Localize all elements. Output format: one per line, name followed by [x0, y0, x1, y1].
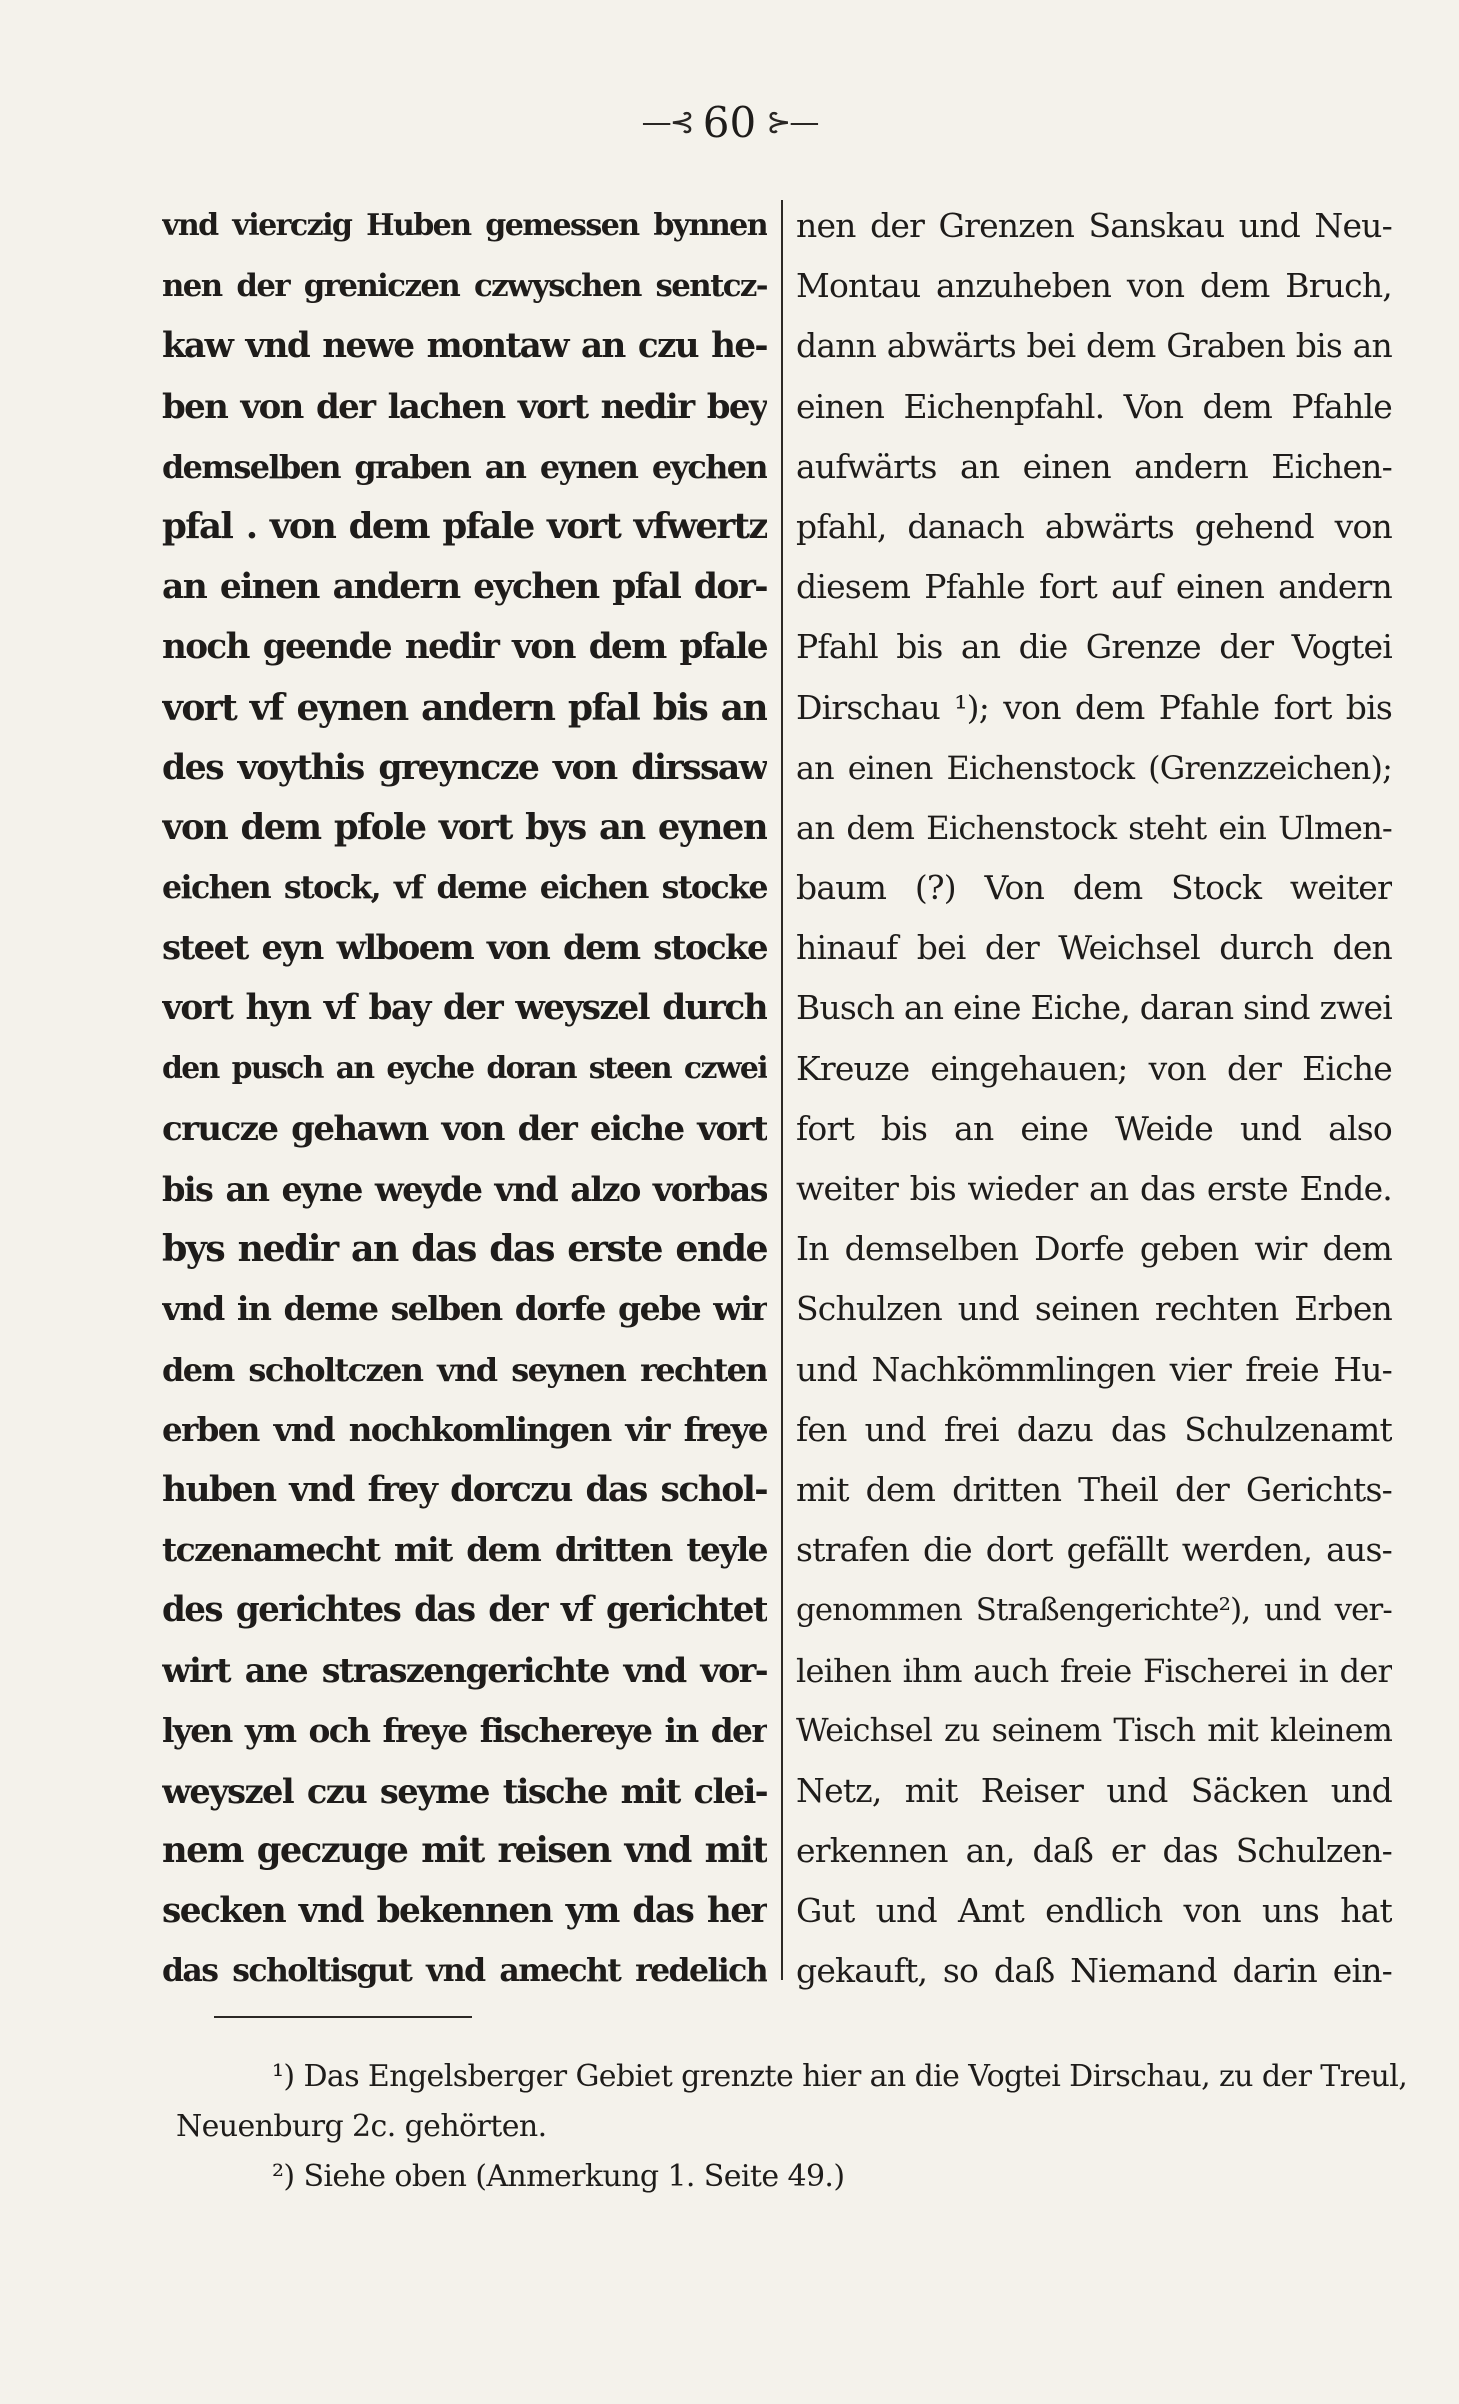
text-line: von dem pfole vort bys an eynen — [162, 806, 767, 848]
text-line: an dem Eichenstock steht ein Ulmen- — [796, 808, 1392, 847]
text-line: tczenamecht mit dem dritten teyle — [162, 1530, 767, 1570]
text-line: des voythis greyncze von dirssaw — [162, 746, 767, 788]
text-line: dann abwärts bei dem Graben bis an — [796, 326, 1392, 366]
text-line: erben vnd nochkomlingen vir freye — [162, 1409, 767, 1449]
text-line: In demselben Dorfe geben wir dem — [796, 1229, 1392, 1269]
text-line: einen Eichenpfahl. Von dem Pfahle — [796, 386, 1392, 426]
ornament-left: —⊰ — [641, 105, 693, 140]
ornament-right: ⊱— — [766, 105, 818, 140]
text-line: nem geczuge mit reisen vnd mit — [162, 1830, 767, 1872]
text-line: an einen andern eychen pfal dor- — [162, 567, 767, 608]
text-line: strafen die dort gefällt werden, aus- — [796, 1530, 1392, 1570]
text-line: hinauf bei der Weichsel durch den — [796, 928, 1392, 968]
text-line: kaw vnd newe montaw an czu he- — [162, 326, 767, 367]
page-number: 60 — [702, 98, 757, 147]
text-line: Netz, mit Reiser und Säcken und — [796, 1770, 1392, 1810]
text-line: Busch an eine Eiche, daran sind zwei — [796, 988, 1392, 1028]
footnote-rule — [214, 2016, 472, 2018]
text-line: ben von der lachen vort nedir bey — [162, 386, 767, 427]
text-line: bys nedir an das das erste ende — [162, 1227, 767, 1271]
text-line: weyszel czu seyme tische mit clei- — [162, 1770, 767, 1811]
column-divider — [781, 200, 783, 1980]
text-line: gekauft, so daß Niemand darin ein- — [796, 1951, 1392, 1991]
page-header — [0, 98, 1459, 147]
text-line: steet eyn wlboem von dem stocke — [162, 928, 767, 969]
text-line: an einen Eichenstock (Grenzzeichen); — [796, 748, 1392, 787]
text-line: des gerichtes das der vf gerichtet — [162, 1590, 767, 1631]
text-line: Gut und Amt endlich von uns hat — [796, 1891, 1392, 1931]
text-line: baum (?) Von dem Stock weiter — [796, 868, 1392, 908]
text-line: pfahl, danach abwärts gehend von — [796, 506, 1392, 546]
text-line: bis an eyne weyde vnd alzo vorbas — [162, 1169, 767, 1209]
footnote-2: ²) Siehe oben (Anmerkung 1. Seite 49.) — [272, 2159, 845, 2194]
text-line: fort bis an eine Weide und also — [796, 1108, 1392, 1148]
original-text-column — [162, 196, 767, 2002]
text-line: aufwärts an einen andern Eichen- — [796, 446, 1392, 486]
text-line: vort hyn vf bay der weyszel durch — [162, 988, 767, 1029]
text-line: diesem Pfahle fort auf einen andern — [796, 567, 1392, 607]
text-line: genommen Straßengerichte²), und ver- — [796, 1592, 1392, 1629]
text-line: vnd in deme selben dorfe gebe wir — [162, 1289, 767, 1329]
text-line: Kreuze eingehauen; von der Eiche — [796, 1048, 1392, 1088]
text-line: den pusch an eyche doran steen czwei — [162, 1050, 767, 1086]
text-line: leihen ihm auch freie Fischerei in der — [796, 1651, 1392, 1690]
text-line: dem scholtczen vnd seynen rechten — [162, 1350, 767, 1389]
text-line: eichen stock, vf deme eichen stocke — [162, 869, 767, 907]
text-line: vnd vierczig Huben gemessen bynnen — [162, 208, 767, 243]
text-line: Dirschau ¹); von dem Pfahle fort bis — [796, 687, 1392, 727]
text-line: nen der greniczen czwyschen sentcz- — [162, 268, 767, 305]
text-line: mit dem dritten Theil der Gerichts- — [796, 1469, 1392, 1509]
footnotes — [162, 2052, 1408, 2202]
text-line: noch geende nedir von dem pfale — [162, 627, 767, 668]
text-line: secken vnd bekennen ym das her — [162, 1891, 767, 1932]
translation-column — [796, 196, 1392, 2002]
text-line: erkennen an, daß er das Schulzen- — [796, 1831, 1392, 1871]
text-line: fen und frei dazu das Schulzenamt — [796, 1409, 1392, 1449]
text-line: huben vnd frey dorczu das schol- — [162, 1469, 767, 1510]
footnote-1-line-1: ¹) Das Engelsberger Gebiet grenzte hier an die Vogtei Dirschau, zu der Treul, — [272, 2059, 1408, 2094]
text-line: das scholtisgut vnd amecht redelich — [162, 1952, 767, 1990]
text-line: wirt ane straszengerichte vnd vor- — [162, 1650, 767, 1690]
text-line: weiter bis wieder an das erste Ende. — [796, 1169, 1392, 1208]
text-line: und Nachkömmlingen vier freie Hu- — [796, 1349, 1392, 1389]
text-line: demselben graben an eynen eychen — [162, 447, 767, 486]
text-line: nen der Grenzen Sanskau und Neu- — [796, 206, 1392, 245]
footnote-1-line-2: Neuenburg 2c. gehörten. — [176, 2109, 547, 2144]
text-line: pfal . von dem pfale vort vfwertz — [162, 505, 767, 547]
text-line: crucze gehawn von der eiche vort — [162, 1108, 767, 1149]
text-line: vort vf eynen andern pfal bis an — [162, 686, 767, 729]
text-line: lyen ym och freye fischereye in der — [162, 1710, 767, 1750]
text-line: Montau anzuheben von dem Bruch, — [796, 266, 1392, 306]
text-line: Weichsel zu seinem Tisch mit kleinem — [796, 1712, 1392, 1749]
text-line: Pfahl bis an die Grenze der Vogtei — [796, 627, 1392, 667]
text-line: Schulzen und seinen rechten Erben — [796, 1289, 1392, 1329]
